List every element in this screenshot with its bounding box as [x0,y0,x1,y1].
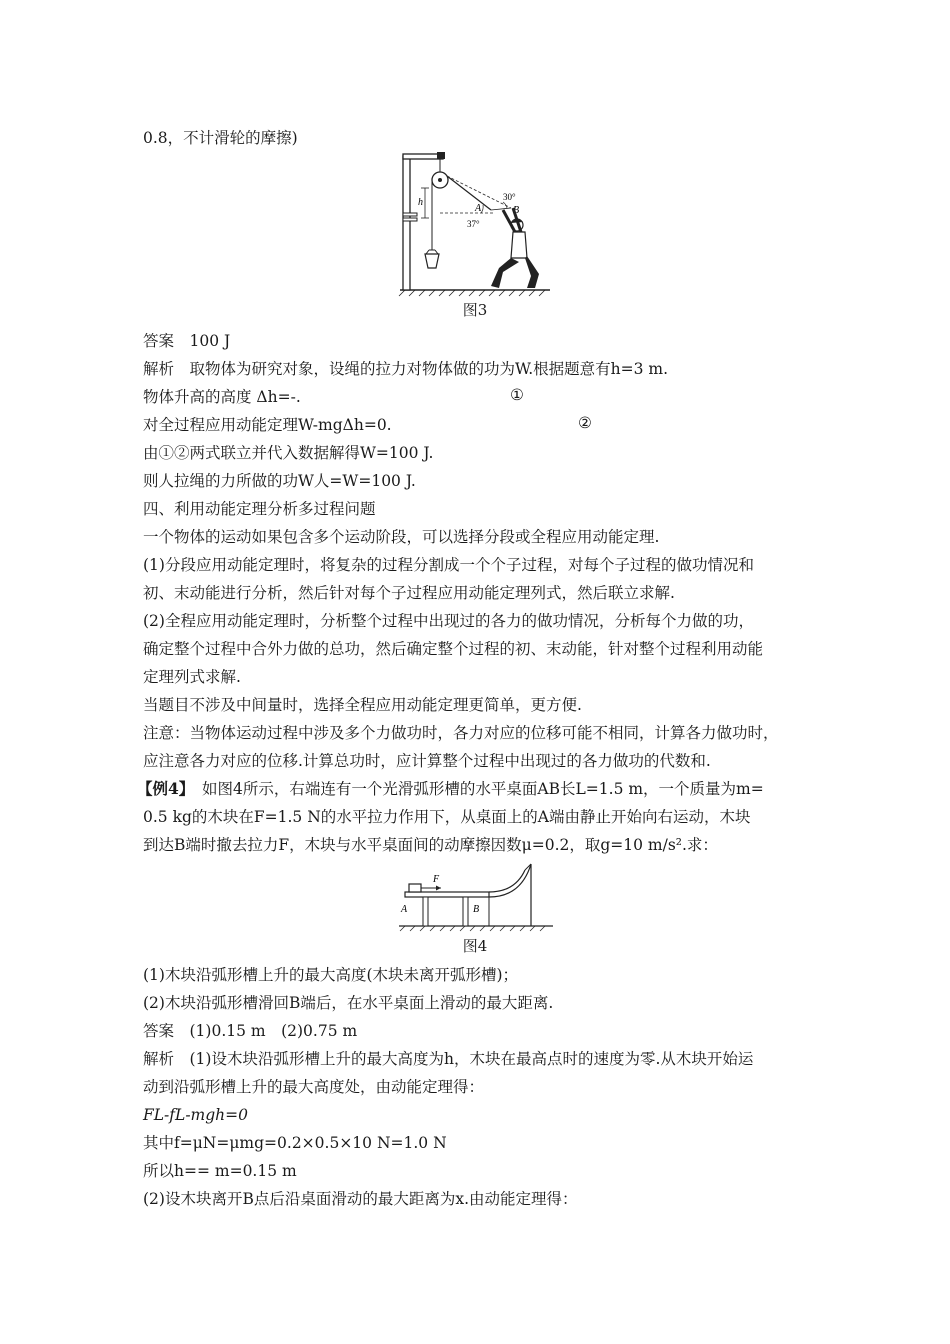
text-line: 到达B端时撤去拉力F，木块与水平桌面间的动摩擦因数μ=0.2，取g=10 m/s².求： [143,836,718,854]
text-line: 答案 (1)0.15 m (2)0.75 m [143,1022,358,1040]
example-line [137,778,817,800]
text-line: 初、末动能进行分析，然后针对每个子过程应用动能定理列式，然后联立求解. [143,584,675,602]
text-line: (1)木块沿弧形槽上升的最大高度(木块未离开弧形槽)； [143,966,519,984]
example-tag: 【例4】 [137,779,187,798]
text-line: (2)全程应用动能定理时，分析整个过程中出现过的各力的做功情况，分析每个力做的功， [143,612,754,630]
label-angle-30: 30° [503,192,516,202]
text-line: 应注意各力对应的位移.计算总功时，应计算整个过程中出现过的各力做功的代数和. [143,752,711,770]
text-line: 解析 取物体为研究对象，设绳的拉力对物体做的功为W.根据题意有h=3 m. [143,360,669,378]
text-line: 注意：当物体运动过程中涉及多个力做功时，各力对应的位移可能不相同，计算各力做功时， [143,724,779,742]
text-line: 0.8，不计滑轮的摩擦) [143,129,298,147]
text-line: 0.5 kg的木块在F=1.5 N的水平拉力作用下，从桌面上的A端由静止开始向右运动，木块 [143,808,751,826]
label-A: A [475,203,482,214]
text-line: 动到沿弧形槽上升的最大高度处，由动能定理得： [143,1078,485,1096]
label-B: B [513,205,520,216]
equation-mark-1: ① [510,386,524,404]
section-heading: 四、利用动能定理分析多过程问题 [143,500,376,518]
text-line: 解析 (1)设木块沿弧形槽上升的最大高度为h，木块在最高点时的速度为零.从木块开始运 [143,1050,754,1068]
text-line: 当题目不涉及中间量时，选择全程应用动能定理更简单，更方便. [143,696,582,714]
text-line: 由①②两式联立并代入数据解得W=100 J. [143,444,434,462]
text-line: (1)分段应用动能定理时，将复杂的过程分割成一个个子过程，对每个子过程的做功情况和 [143,556,754,574]
figure-4-caption: 图4 [462,937,488,955]
label-angle-37: 37° [467,219,480,229]
text-line: (2)木块沿弧形槽滑回B端后，在水平桌面上滑动的最大距离. [143,994,554,1012]
text-line: 一个物体的运动如果包含多个运动阶段，可以选择分段或全程应用动能定理. [143,528,660,546]
text-line: (2)设木块离开B点后沿桌面滑动的最大距离为x.由动能定理得： [143,1190,578,1208]
figure-3-caption: 图3 [462,301,488,319]
text-line: 则人拉绳的力所做的功W人=W=100 J. [143,472,416,490]
figure-4-track-diagram [397,860,557,934]
person-figure [491,208,539,288]
text-line: 所以h== m=0.15 m [143,1162,297,1180]
text-line: 定理列式求解. [143,668,241,686]
equation-line: FL-fL-mgh=0 [143,1106,249,1124]
text-line: 物体升高的高度 Δh=-. [143,388,301,406]
equation-mark-2: ② [578,414,592,432]
text-line: 其中f=μN=μmg=0.2×0.5×10 N=1.0 N [143,1134,447,1152]
example-text: 如图4所示，右端连有一个光滑弧形槽的水平桌面AB长L=1.5 m，一个质量为m= [186,780,764,798]
figure-3-pulley-diagram [395,150,555,298]
label-A: A [401,904,408,915]
label-h: h [418,197,423,208]
label-F: F [433,874,440,885]
label-B: B [473,904,480,915]
text-line: 对全过程应用动能定理W-mgΔh=0. [143,416,392,434]
text-line: 确定整个过程中合外力做的总功，然后确定整个过程的初、末动能，针对整个过程利用动能 [143,640,764,658]
text-line: 答案 100 J [143,332,231,350]
